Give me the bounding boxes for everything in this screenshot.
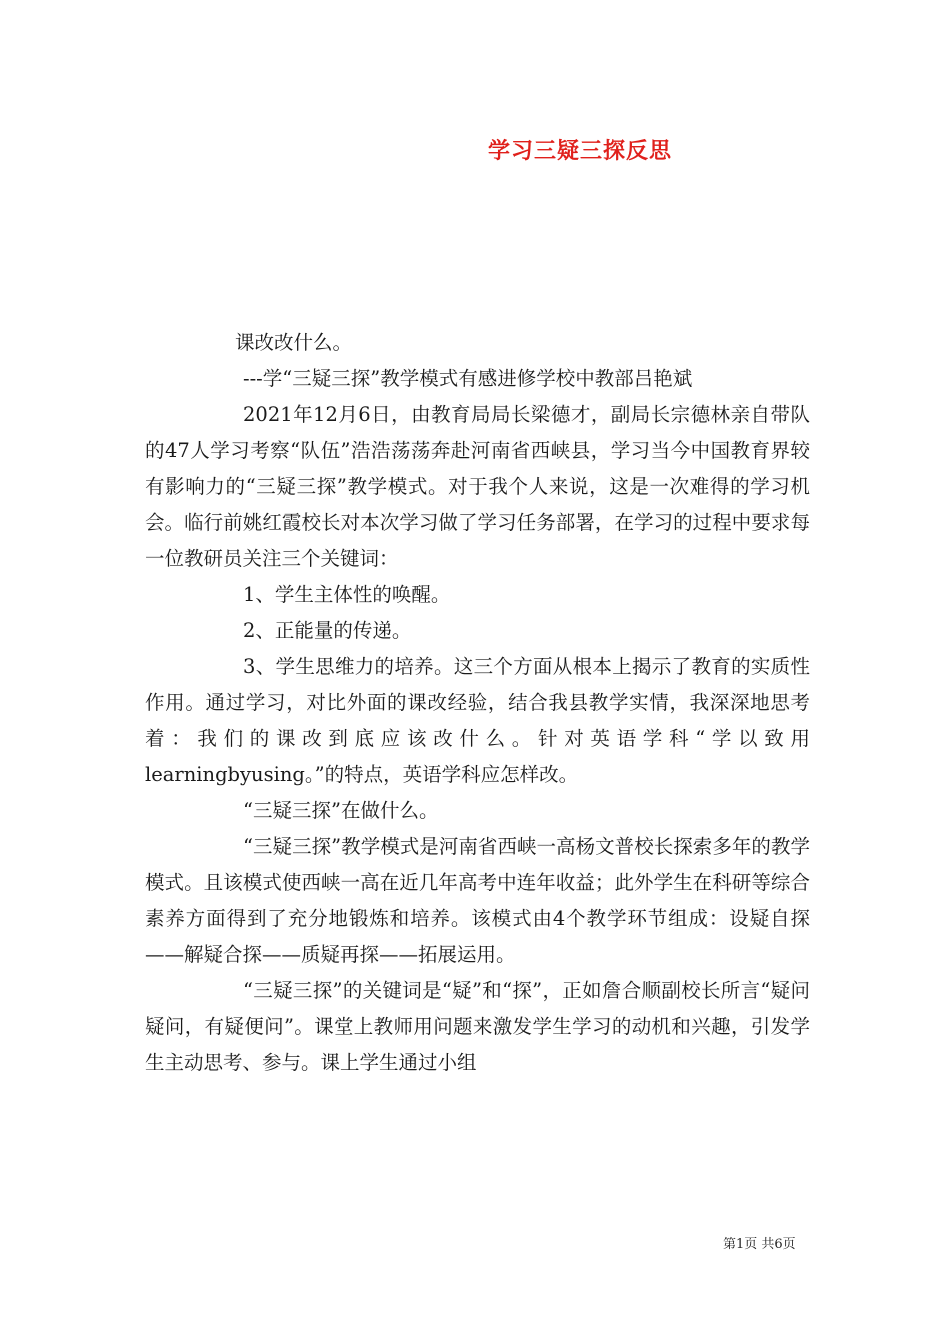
paragraph-keywords: “三疑三探”的关键词是“疑”和“探”，正如詹合顺副校长所言“疑问疑问，有疑便问”。课堂上教师用问题来激发学生学习的动机和兴趣，引发学生主动思考、参与。课上学生通过小组 <box>145 979 810 1074</box>
paragraph-heading: 课改改什么。 <box>235 331 353 354</box>
paragraph-keyword-1: 1、学生主体性的唤醒。 <box>243 583 451 606</box>
document-body <box>145 325 810 1081</box>
document-title: 学习三疑三探反思 <box>488 138 673 164</box>
paragraph-intro: 2021年12月6日，由教育局局长梁德才，副局长宗德林亲自带队的47人学习考察“队伍”浩浩荡荡奔赴河南省西峡县，学习当今中国教育界较有影响力的“三疑三探”教学模式。对于我个人来说，这是一次难得的学习机会。临行前姚红霞校长对本次学习做了学习任务部署，在学习的过程中要求每一位教研员关注三个关键词： <box>145 403 810 570</box>
paragraph-subtitle: ---学“三疑三探”教学模式有感进修学校中教部吕艳斌 <box>243 367 693 390</box>
paragraph-model-description: “三疑三探”教学模式是河南省西峡一高杨文普校长探索多年的教学模式。且该模式使西峡一高在近几年高考中连年收益；此外学生在科研等综合素养方面得到了充分地锻炼和培养。该模式由4个教学环节组成：设疑自探——解疑合探——质疑再探——拓展运用。 <box>145 835 810 966</box>
paragraph-keyword-3: 3、学生思维力的培养。这三个方面从根本上揭示了教育的实质性作用。通过学习，对比外面的课改经验，结合我县教学实情，我深深地思考着：我们的课改到底应该改什么。针对英语学科“学以致用learningbyusing。”的特点，英语学科应怎样改。 <box>145 655 810 786</box>
paragraph-section-heading: “三疑三探”在做什么。 <box>243 799 439 822</box>
paragraph-keyword-2: 2、正能量的传递。 <box>243 619 412 642</box>
page-number: 第1页 共6页 <box>723 1237 796 1252</box>
